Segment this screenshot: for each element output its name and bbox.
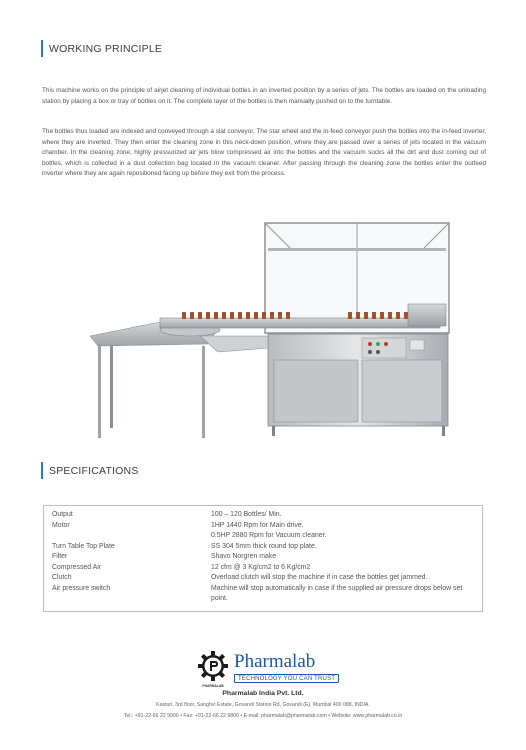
pharmalab-logo (196, 650, 339, 688)
spec-row (44, 584, 482, 604)
company-name: Pharmalab India Pvt. Ltd. (222, 690, 304, 697)
specifications-title: SPECIFICATIONS (49, 464, 139, 477)
spec-value: 12 cfm @ 3 Kg/cm2 to 6 Kg/cm2 (211, 563, 311, 571)
company-contact: Tel.: +91-22-66 22 9900 • Fax: +91-22-66 22 9800 • E-mail: pharmalab@pharmalab.com • Website: www.pharmalab.co.in (123, 713, 403, 719)
spec-label: Air pressure switch (52, 584, 111, 592)
company-address: Kasturi, 3rd floor, Sanghvi Estate, Govandi Station Rd, Govandi (E), Mumbai 400 088, INDIA. (156, 702, 370, 708)
heading-accent-bar (41, 462, 43, 479)
tagline-box (234, 674, 339, 683)
logo-caption: PHARMALAB (202, 684, 224, 688)
spec-value: Machine will stop automatically in case if the supplied air pressure drops below set point. (211, 584, 463, 602)
spec-row (44, 563, 482, 573)
brand-name: Pharmalab (234, 651, 316, 672)
spec-label: Compressed Air (52, 563, 102, 571)
pharmalab-emblem-icon (196, 650, 230, 688)
spec-value: 100 – 120 Bottles/ Min. (211, 511, 282, 518)
spec-value: SS 304 5mm thick round top plate. (211, 542, 317, 550)
working-principle-heading (41, 40, 162, 57)
spec-row (44, 542, 482, 552)
spec-label: Motor (52, 521, 70, 529)
spec-label: Filter (52, 553, 68, 560)
working-principle-paragraph-2: The bottles thus loaded are indexed and conveyed through a slat conveyor. The star wheel and the in-feed conveyor push the bottles into the in-feed inverter, where they are inverted. They then enter the cleaning zone in this neck-down position, where they are passed over a series of jets located in the vacuum chamber. In the cleaning zone, highly pressurized air jets blow compressed air into the bottles and the vacuum sucks all the dirt and dust coming out of bottles, which is collected in a dust collection bag located in the vacuum cleaner. After passing through the cleaning zone the bottles enter the outfeed inverter where they are again repositioned facing up before they exit from the process. (42, 128, 486, 177)
specifications-heading (41, 462, 139, 479)
logo-wordmark (234, 652, 339, 683)
spec-row (44, 552, 482, 562)
heading-accent-bar (41, 40, 43, 57)
spec-value: Shavo Norgren make (211, 553, 277, 560)
spec-row (44, 573, 482, 583)
tagline: TECHNOLOGY YOU CAN TRUST (238, 675, 336, 682)
spec-value: Overload clutch will stop the machine if in case the bottles get jammed. (211, 574, 428, 581)
specifications-table (43, 505, 483, 612)
spec-value: 0.5HP 2880 Rpm for Vacuum cleaner. (211, 532, 327, 539)
spec-label: Output (52, 511, 73, 518)
bottle-cleaning-machine-image (90, 218, 460, 446)
spec-row (44, 531, 482, 541)
working-principle-paragraph-1: This machine works on the principle of airjet cleaning of individual bottles in an inverted position by a series of jets. The bottles are loaded on the unloading station by placing a box or tray of bottles on it. The complete layer of the bottles is then manually pushed on to the turntable. (42, 87, 486, 105)
working-principle-title: WORKING PRINCIPLE (49, 42, 163, 55)
spec-row (44, 510, 482, 520)
spec-label: Clutch (52, 574, 72, 581)
spec-label: Turn Table Top Plate (52, 542, 115, 550)
spec-value: 1HP 1440 Rpm for Main drive. (211, 521, 304, 529)
spec-row (44, 521, 482, 531)
